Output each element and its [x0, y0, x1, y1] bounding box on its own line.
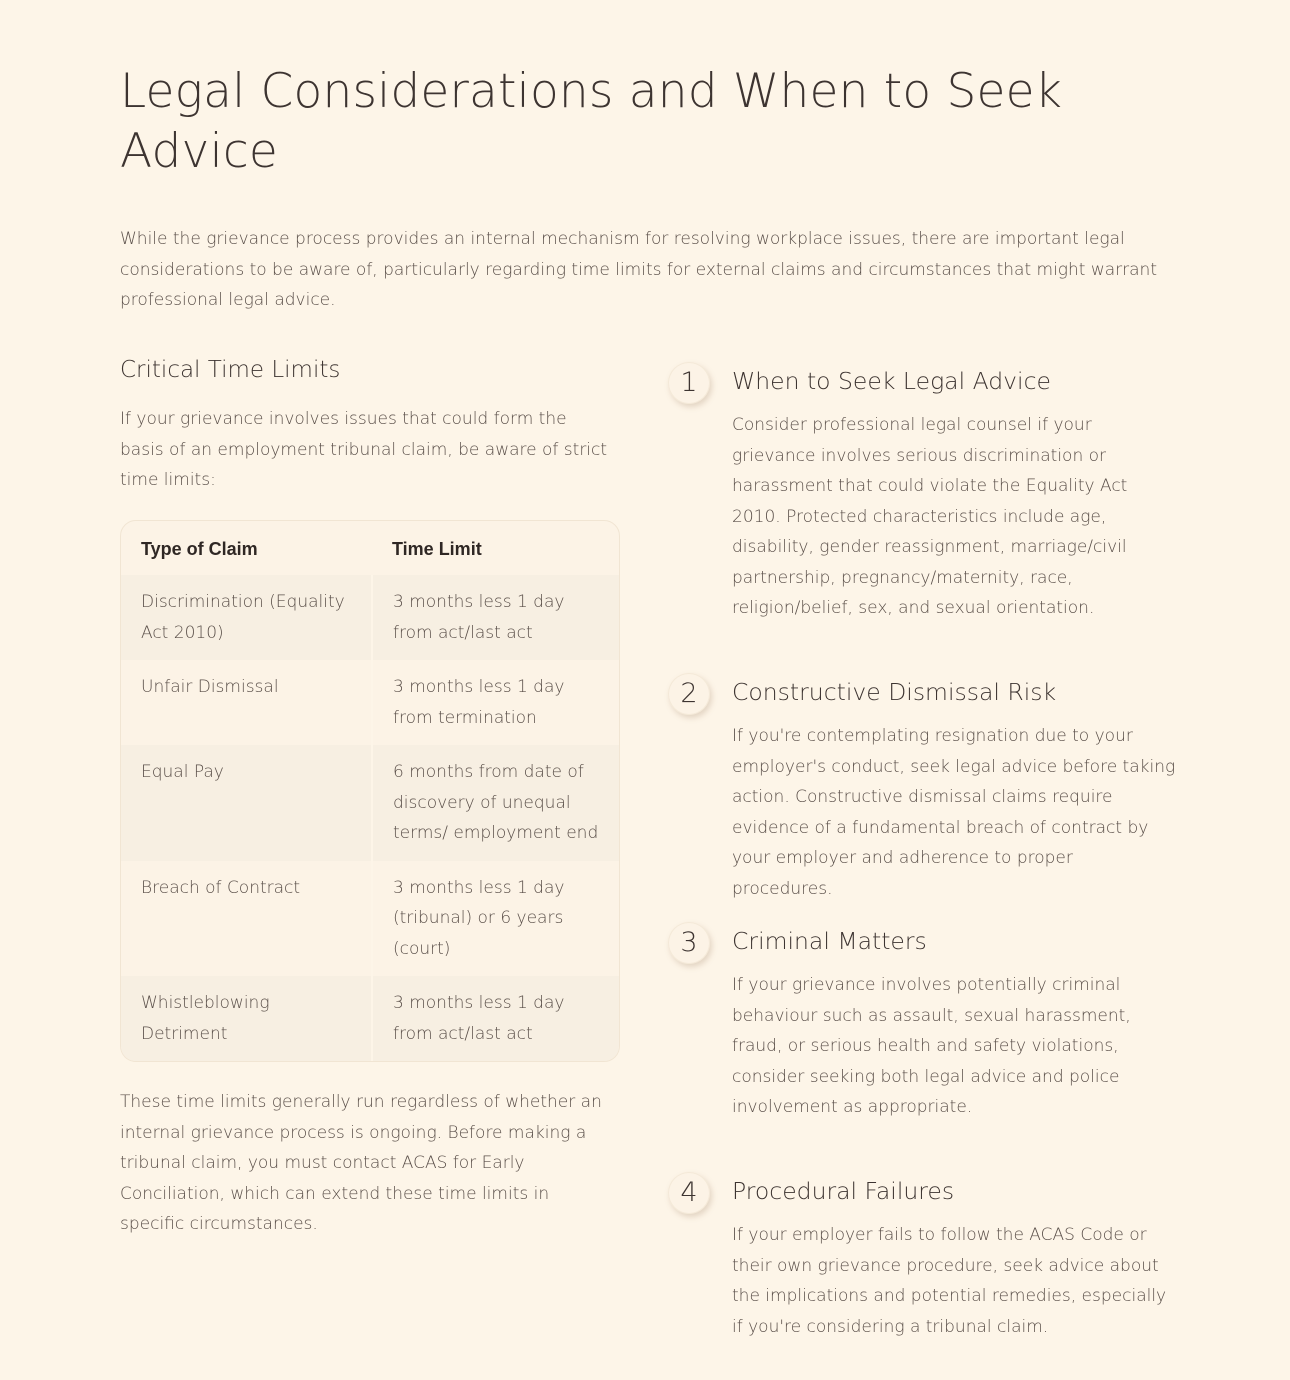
page-title: Legal Considerations and When to Seek Advice: [120, 64, 1063, 179]
time-limits-section: [120, 352, 620, 1240]
advice-body: If you're contemplating resignation due to your employer's conduct, seek legal advice before taking action. Constructive dismissal claims require evidence of a fundamental breach of contract by your employer and adherence to proper procedures.: [732, 726, 1176, 899]
advice-heading: Procedural Failures: [732, 1177, 955, 1205]
table-row: [121, 660, 619, 745]
claim-type-cell: Whistleblowing Detriment: [121, 976, 372, 1061]
table-header-row: [121, 521, 619, 576]
claim-type-cell: Unfair Dismissal: [121, 660, 372, 745]
table-row: [121, 575, 619, 660]
advice-heading: Criminal Matters: [732, 927, 927, 955]
claim-type-cell: Discrimination (Equality Act 2010): [121, 575, 372, 660]
advice-heading: Constructive Dismissal Risk: [732, 678, 1057, 706]
time-limit-cell: 3 months less 1 day (tribunal) or 6 years (court): [393, 877, 565, 959]
time-limits-table-wrapper: [120, 520, 620, 1063]
step-number-badge: 3: [668, 922, 710, 964]
legal-advice-section: [668, 360, 1178, 1342]
table-row: [121, 976, 619, 1061]
time-limit-cell: 3 months less 1 day from termination: [393, 677, 565, 728]
advice-body: Consider professional legal counsel if your grievance involves serious discrimination or harassment that could violate the Equality Act 2010. Protected characteristics include age, disability, gender reassignment, marriage/civil partnership, pregnancy/maternity, race, religion/belief, sex, and sexual orientation.: [732, 415, 1128, 618]
advice-item-procedural-failures: [668, 1172, 1178, 1342]
step-number-badge: 4: [668, 1172, 710, 1214]
claim-type-cell: Equal Pay: [121, 745, 372, 861]
time-limits-lead: If your grievance involves issues that could form the basis of an employment tribunal claim, be aware of strict time limits:: [120, 409, 608, 490]
step-number-badge: 2: [668, 673, 710, 715]
column-header-claim-type: Type of Claim: [141, 538, 258, 559]
time-limit-cell: 3 months less 1 day from act/last act: [372, 976, 619, 1061]
time-limits-table: [121, 521, 619, 1062]
claim-type-cell: Breach of Contract: [121, 861, 372, 977]
column-header-time-limit: Time Limit: [392, 538, 482, 559]
table-row: [121, 861, 619, 977]
advice-body: If your employer fails to follow the ACAS Code or their own grievance procedure, seek advice about the implications and potential remedies, especially if you're considering a tribunal claim.: [732, 1225, 1167, 1337]
step-number-badge: 1: [668, 362, 710, 404]
time-limits-heading: Critical Time Limits: [120, 357, 341, 383]
advice-body: If your grievance involves potentially criminal behaviour such as assault, sexual harassment, fraud, or serious health and safety violations, consider seeking both legal advice and police involvement as appropriate.: [732, 975, 1131, 1117]
intro-paragraph: While the grievance process provides an internal mechanism for resolving workplace issues, there are important legal considerations to be aware of, particularly regarding time limits for external claims and circumstances that might warrant professional legal advice.: [120, 229, 1157, 310]
advice-item-constructive-dismissal: [668, 673, 1178, 920]
time-limits-footer: These time limits generally run regardless of whether an internal grievance process is ongoing. Before making a tribunal claim, you must contact ACAS for Early Conciliation, which can extend these time limits in specific circumstances.: [120, 1092, 602, 1234]
time-limit-cell: 3 months less 1 day from act/last act: [372, 575, 619, 660]
advice-item-criminal-matters: [668, 922, 1178, 1170]
table-row: [121, 745, 619, 861]
advice-heading: When to Seek Legal Advice: [732, 367, 1051, 395]
advice-item-legal-advice: [668, 362, 1178, 671]
time-limit-cell: 6 months from date of discovery of unequal terms/ employment end: [372, 745, 619, 861]
